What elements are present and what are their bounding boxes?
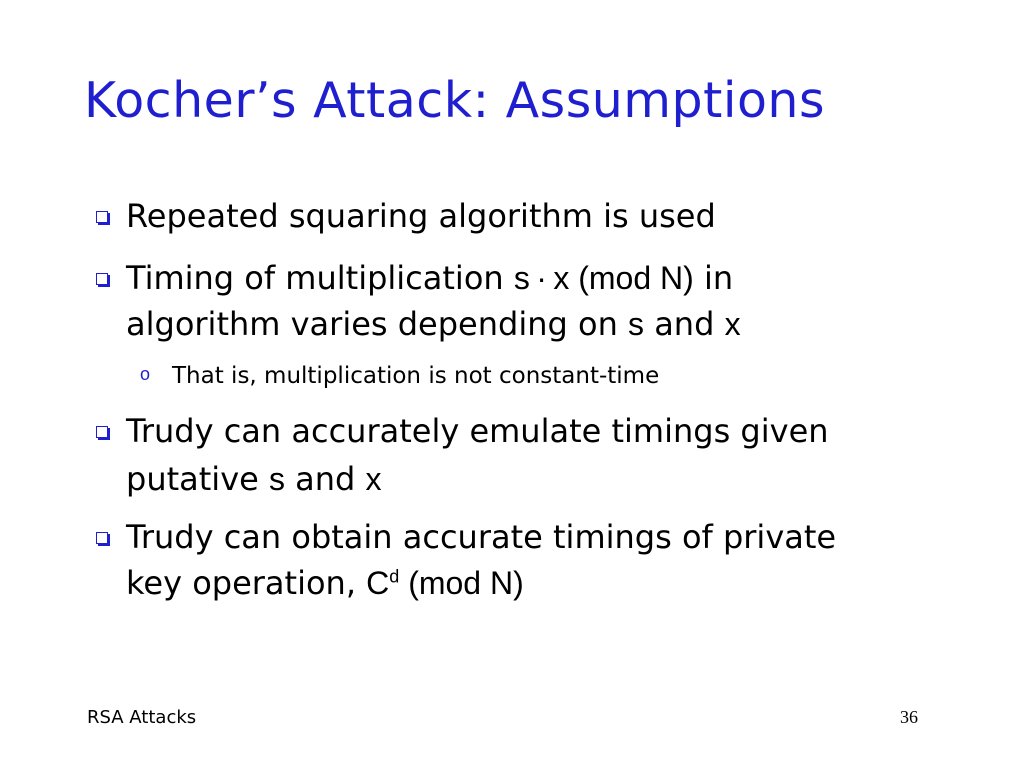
bullet-3-var-x: x: [365, 461, 382, 497]
bullet-2-text-c: algorithm varies depending on: [126, 305, 629, 343]
bullet-2-line-1: [126, 258, 733, 298]
bullet-4-exponent-d: d: [389, 566, 400, 587]
bullet-4-text-a: key operation,: [126, 564, 367, 602]
bullet-3-var-s: s: [268, 461, 285, 497]
circle-bullet-icon: o: [140, 364, 151, 384]
bullet-4-line-2: [126, 563, 524, 603]
bullet-2-math: s · x (mod N): [513, 260, 694, 296]
footer-label: RSA Attacks: [87, 707, 197, 728]
bullet-4-line-1: Trudy can obtain accurate timings of private: [126, 518, 837, 556]
bullet-3-line-2: [126, 459, 382, 499]
square-bullet-icon: [96, 426, 108, 438]
bullet-4-var-c: C: [366, 565, 390, 601]
bullet-4-mod-n: (mod N): [399, 565, 524, 601]
bullet-2-text-b: in: [693, 259, 734, 297]
square-bullet-icon: [96, 273, 108, 285]
bullet-1-text: Repeated squaring algorithm is used: [126, 197, 716, 235]
bullet-2-var-x: x: [724, 306, 741, 342]
bullet-2-and: and: [644, 305, 725, 343]
bullet-3-text-a: putative: [126, 460, 269, 498]
bullet-2-line-2: [126, 304, 741, 344]
square-bullet-icon: [96, 211, 108, 223]
square-bullet-icon: [96, 532, 108, 544]
bullet-2-var-s: s: [628, 306, 645, 342]
slide-number: 36: [900, 707, 918, 727]
bullet-2-text-a: Timing of multiplication: [126, 259, 514, 297]
slide-title: Kocher’s Attack: Assumptions: [84, 72, 826, 129]
sub-bullet-text: That is, multiplication is not constant-time: [172, 363, 660, 389]
bullet-3-line-1: Trudy can accurately emulate timings given: [126, 412, 829, 450]
bullet-3-and: and: [284, 460, 366, 498]
